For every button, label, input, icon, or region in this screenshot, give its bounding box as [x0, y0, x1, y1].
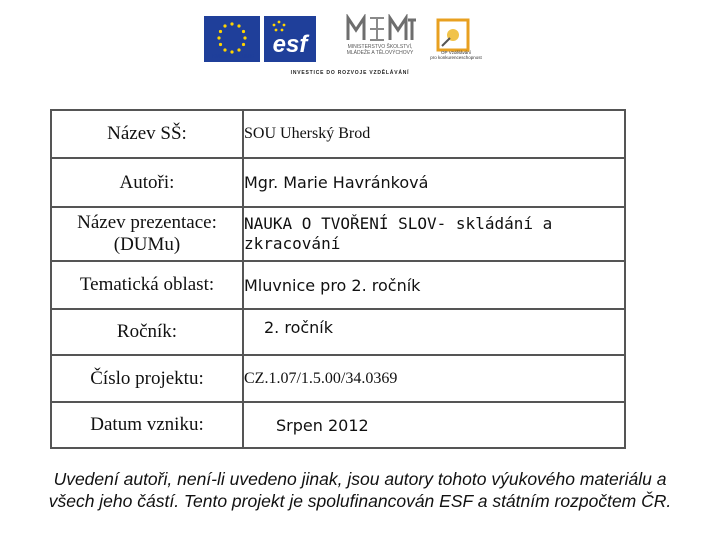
row-label-presentation-text: Název prezentace: (DUMu) [77, 212, 217, 255]
project-info-table [50, 109, 626, 449]
msmt-caption [330, 44, 430, 56]
funding-note-line-1: Uvedení autoři, není-li uvedeno jinak, jsou autory tohoto výukového materiálu a [53, 469, 667, 489]
op-vk-logo [432, 16, 474, 54]
msmt-logo [340, 14, 420, 66]
row-value-date: Srpen 2012 [243, 402, 625, 448]
row-value-presentation: NAUKA O TVOŘENÍ SLOV- skládání a zkracování [243, 207, 625, 261]
row-value-topic: Mluvnice pro 2. ročník [243, 261, 625, 309]
table-row [51, 110, 625, 158]
row-value-school: SOU Uherský Brod [243, 110, 625, 158]
investment-tagline: INVESTICE DO ROZVOJE VZDĚLÁVÁNÍ [290, 70, 410, 76]
esf-logo [264, 16, 316, 62]
op-vk-caption-line-1: OP Vzdělávání [441, 50, 471, 55]
op-vk-caption-line-2: pro konkurenceschopnost [430, 55, 482, 60]
esf-icon [264, 16, 316, 62]
eu-caption: EVROPSKÁ UNIE [212, 54, 254, 60]
table-row [51, 207, 625, 261]
row-label-authors: Autoři: [51, 158, 243, 207]
row-value-authors: Mgr. Marie Havránková [243, 158, 625, 207]
msmt-caption-line-1: MINISTERSTVO ŠKOLSTVÍ, [347, 44, 413, 50]
table-row [51, 158, 625, 207]
table-row [51, 355, 625, 402]
op-vk-icon [432, 16, 474, 54]
funding-note [0, 468, 720, 512]
funding-note-line-2: všech jeho částí. Tento projekt je spolufinancován ESF a státním rozpočtem ČR. [48, 491, 672, 511]
op-vk-caption [420, 50, 492, 60]
row-label-presentation [51, 207, 243, 261]
row-label-date: Datum vzniku: [51, 402, 243, 448]
row-label-topic: Tematická oblast: [51, 261, 243, 309]
table-row [51, 309, 625, 355]
logo-strip [0, 0, 720, 90]
table-row [51, 261, 625, 309]
row-value-grade: 2. ročník [243, 309, 625, 355]
msmt-monogram-icon [340, 14, 420, 44]
esf-mark: esf [272, 31, 308, 58]
msmt-caption-line-2: MLÁDEŽE A TĚLOVÝCHOVY [346, 50, 414, 56]
row-label-grade: Ročník: [51, 309, 243, 355]
row-value-project-number: CZ.1.07/1.5.00/34.0369 [243, 355, 625, 402]
table-row [51, 402, 625, 448]
row-label-project-number: Číslo projektu: [51, 355, 243, 402]
row-label-school: Název SŠ: [51, 110, 243, 158]
